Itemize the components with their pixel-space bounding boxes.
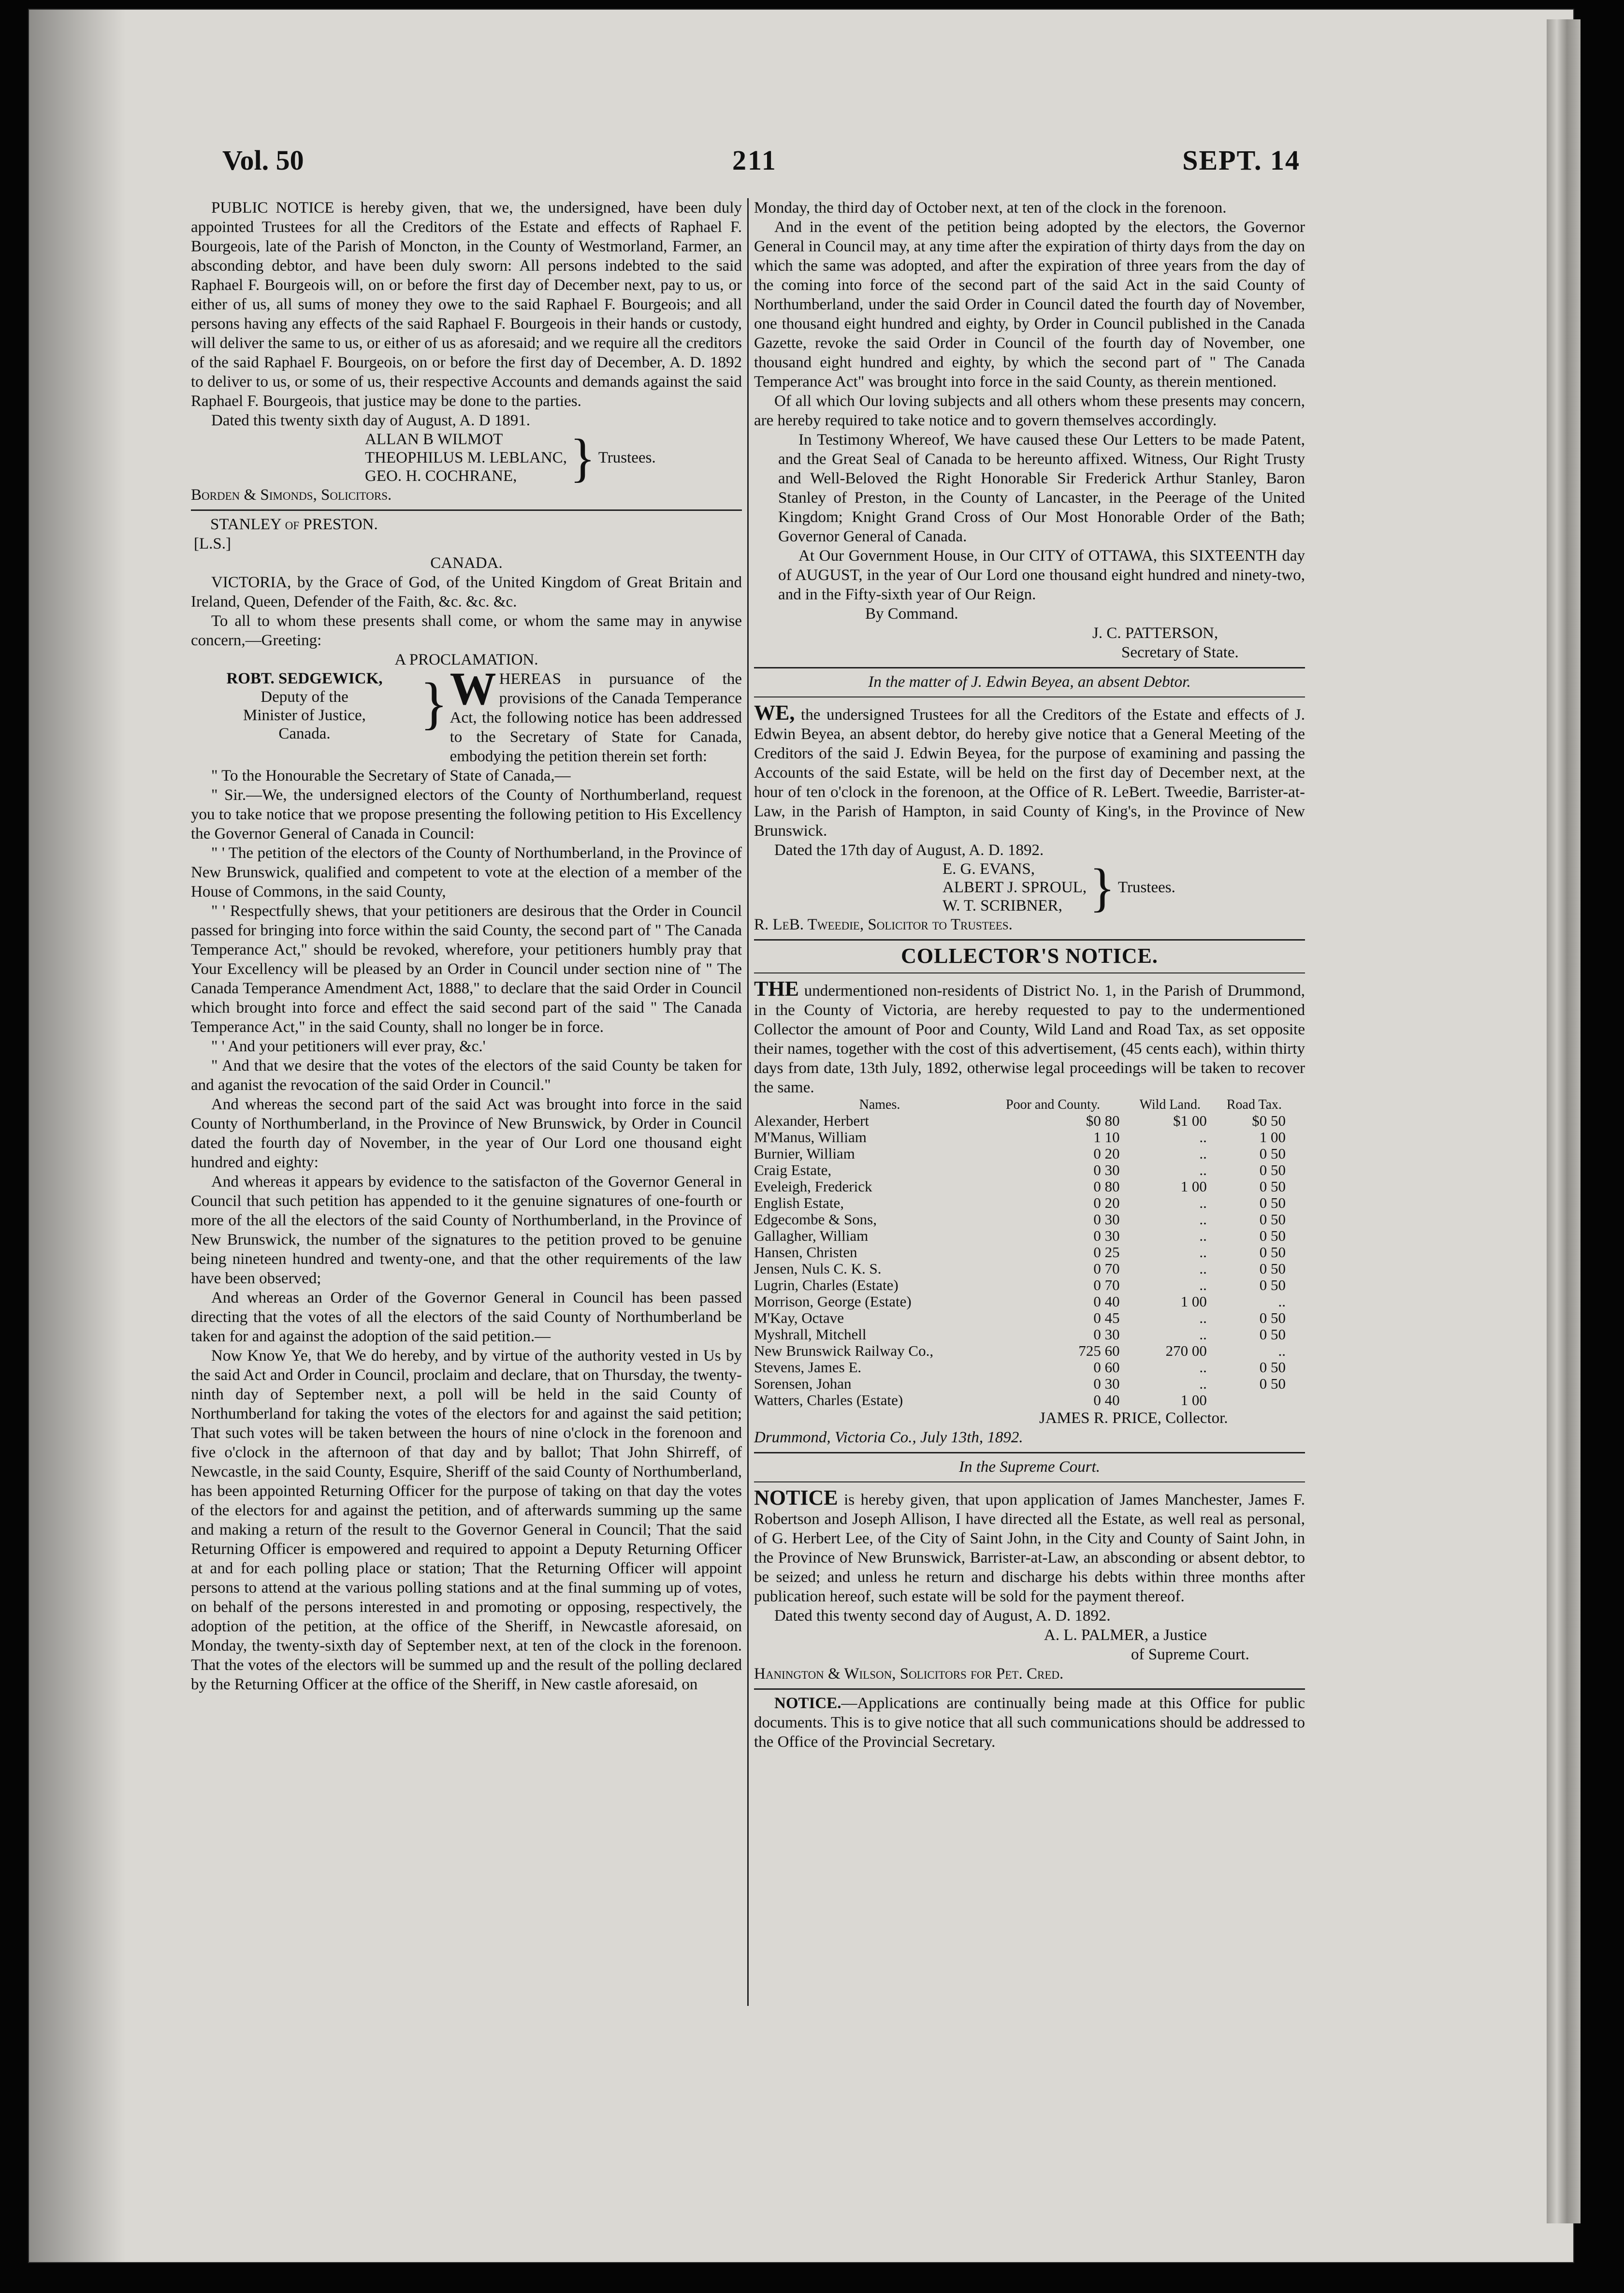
wild-land-cell: ..	[1199, 1145, 1207, 1162]
road-tax-cell: 0 50	[1259, 1375, 1286, 1392]
wild-land-cell: ..	[1199, 1277, 1207, 1293]
seal-mark: [L.S.]	[194, 535, 231, 552]
poor-county-cell: 0 70	[1093, 1260, 1120, 1277]
tax-table	[754, 1097, 1305, 1408]
brace-glyph: }	[420, 671, 448, 735]
poor-county-cell: 0 80	[1093, 1178, 1120, 1195]
beyea-lead: WE,	[754, 701, 795, 725]
now-know-ye: Now Know Ye, that We do hereby, and by virtue of the authority vested in Us by the said Act and Order in Council, proclaim and declare, that on Thursday, the twenty-ninth day of September next, a poll will be held in the said County of Northumberland for taking the votes of the electors for and against the said petition; That such votes will be taken between the hours of nine o'clock in the forenoon and five o'clock in the afternoon of that day and by ballot; That John Shirreff, of Newcastle, in the said County, Esquire, Sheriff of the said County of Northumberland, has been appointed Returning Officer for the purpose of taking on that day the votes of the electors for and against the petition, and of afterwards summing up the same and making a return of the result to the Governor General in Council; That the said Returning Officer is empowered and required to appoint a Deputy Returning Officer at and for each polling place or station; That the Returning Officer will appoint persons to attend at the various polling stations and at the final summing up of votes, on behalf of the persons interested in and promoting or opposing, respectively, the adoption of the petition, at the office of the Sheriff, in Newcastle aforesaid, on Monday, the twenty-sixth day of September next, at ten of the clock in the forenoon. That the votes of the electors will be summed up and the result of the polling declared by the Returning Officer at the office of the Sheriff, in New castle aforesaid, on	[191, 1347, 742, 1693]
petition-para-2: " ' Respectfully shews, that your petitioners are desirous that the Order in Council passed for bringing into force within the said County, the second part of " The Canada Temperance Act," should be revoked, wherefore, your petitioners humbly pray that Your Excellency will be pleased by an Order in Council under section nine of " The Canada Temperance Amendment Act, 1888," to declare that the said Order in Council which brought into force and effect the said second part of the said " The Canada Temperance Act," in the said County, shall no longer be in force.	[191, 902, 742, 1036]
poor-county-cell: 0 70	[1093, 1277, 1120, 1293]
trustees-label: Trustees.	[598, 449, 656, 466]
tax-row	[754, 1343, 1305, 1359]
testimony-paragraph: In Testimony Whereof, We have caused these Our Letters to be made Patent, and the Great Seal of Canada to be hereunto affixed. Witness, Our Right Trusty and Well-Beloved the Right Honorable Sir Frederick Arthur Stanley, Baron Stanley of Preston, in the County of Lancaster, in the Peerage of the United Kingdom; Knight Grand Cross of Our Most Honorable Order of the Bath; Governor General of Canada.	[778, 431, 1305, 545]
signer-2: THEOPHILUS M. LEBLANC,	[365, 449, 567, 466]
bourgeois-notice	[191, 198, 742, 505]
volume-label: Vol. 50	[222, 145, 304, 176]
final-notice-body: —Applications are continually being made at this Office for public documents. This is to give notice that all such communications should be addressed to the Office of the Provincial Secretary.	[754, 1695, 1305, 1751]
road-tax-cell: 0 50	[1259, 1178, 1286, 1195]
page-header	[193, 144, 1300, 197]
tax-name-cell: Jensen, Nuls C. K. S.	[754, 1260, 882, 1277]
collector-notice	[754, 944, 1305, 1447]
wild-land-cell: ..	[1199, 1326, 1207, 1343]
tax-name-cell: Watters, Charles (Estate)	[754, 1392, 903, 1408]
tax-name-cell: Morrison, George (Estate)	[754, 1293, 912, 1310]
road-tax-cell: 0 50	[1259, 1145, 1286, 1162]
supreme-solicitors: Hanington & Wilson, Solicitors for Pet. Cred.	[754, 1665, 1064, 1683]
tax-name-cell: Alexander, Herbert	[754, 1112, 870, 1129]
tax-row	[754, 1228, 1305, 1244]
section-rule	[754, 972, 1305, 973]
wild-land-cell: ..	[1199, 1129, 1207, 1146]
left-column	[191, 198, 742, 1694]
tax-table-header	[754, 1097, 1305, 1113]
whereas-body: HEREAS in pursuance of the provisions of the Canada Temperance Act, the following notice has been addressed to the Secretary of State for Canada, embodying the petition therein set forth:	[450, 670, 742, 765]
tax-name-cell: Eveleigh, Frederick	[754, 1178, 872, 1195]
collector-body: undermentioned non-residents of District No. 1, in the Parish of Drummond, in the County of Victoria, are hereby requested to pay to the undermentioned Collector the amount of Poor and County, Wild Land and Road Tax, as set opposite their names, together with the cost of this advertisement, (45 cents each), within thirty days from date, 13th July, 1892, otherwise legal proceedings will be taken to recover the same.	[754, 982, 1305, 1096]
tax-row	[754, 1277, 1305, 1293]
to-all-line: To all to whom these presents shall come, or whom the same may in anywise concern,—Greeting:	[191, 612, 742, 649]
section-rule	[754, 1452, 1305, 1453]
canada-heading: CANADA.	[430, 554, 503, 572]
poor-county-cell: 0 40	[1093, 1293, 1120, 1310]
poor-county-cell: $0 80	[1086, 1112, 1120, 1129]
section-rule	[754, 939, 1305, 941]
signer-1: ALLAN B WILMOT	[365, 431, 503, 448]
poor-county-cell: 0 20	[1093, 1145, 1120, 1162]
solicitors-line: Borden & Simonds, Solicitors.	[191, 486, 392, 504]
supreme-lead: NOTICE	[754, 1486, 838, 1509]
road-tax-cell: 0 50	[1259, 1277, 1286, 1293]
victoria-line: VICTORIA, by the Grace of God, of the United Kingdom of Great Britain and Ireland, Queen, Defender of the Faith, &c. &c. &c.	[191, 574, 742, 610]
poor-county-cell: 0 20	[1093, 1194, 1120, 1211]
deputy-role-2: Minister of Justice,	[243, 707, 366, 724]
spine-shadow	[29, 10, 126, 2262]
column-divider	[747, 198, 749, 2006]
tax-row	[754, 1113, 1305, 1129]
road-tax-cell: 0 50	[1259, 1194, 1286, 1211]
road-tax-cell: 0 50	[1259, 1227, 1286, 1244]
tax-row	[754, 1326, 1305, 1343]
wild-land-cell: 270 00	[1165, 1342, 1207, 1359]
signer-2: ALBERT J. SPROUL,	[942, 879, 1087, 896]
tax-name-cell: New Brunswick Railway Co.,	[754, 1342, 934, 1359]
tax-name-cell: Stevens, James E.	[754, 1359, 862, 1376]
patterson-name: J. C. PATTERSON,	[1092, 624, 1218, 642]
final-notice-lead: NOTICE.	[774, 1695, 841, 1712]
road-tax-cell	[1226, 1392, 1305, 1408]
road-tax-cell: ..	[1278, 1293, 1286, 1310]
tax-row	[754, 1195, 1305, 1211]
tax-row	[754, 1162, 1305, 1178]
tax-row	[754, 1178, 1305, 1195]
collector-title: COLLECTOR'S NOTICE.	[901, 944, 1158, 968]
right-column	[754, 198, 1305, 1752]
tax-row	[754, 1310, 1305, 1326]
tax-row	[754, 1146, 1305, 1162]
stanley-line: STANLEY of PRESTON.	[210, 516, 378, 533]
tax-row	[754, 1359, 1305, 1376]
page-number: 211	[732, 145, 777, 176]
poor-county-cell: 0 60	[1093, 1359, 1120, 1376]
wild-land-cell: ..	[1199, 1227, 1207, 1244]
brace-glyph: }	[570, 428, 595, 487]
road-tax-cell: 0 50	[1259, 1211, 1286, 1228]
wild-land-cell: 1 00	[1180, 1178, 1207, 1195]
beyea-title: In the matter of J. Edwin Beyea, an absent Debtor.	[868, 673, 1191, 691]
collector-place: Drummond, Victoria Co., July 13th, 1892.	[754, 1429, 1023, 1446]
to-secretary: " To the Honourable the Secretary of State of Canada,—	[211, 767, 571, 784]
road-tax-cell: $0 50	[1252, 1112, 1286, 1129]
trustee-signers	[365, 430, 742, 485]
supreme-dated: Dated this twenty second day of August, A. D. 1892.	[774, 1607, 1111, 1625]
deputy-role-1: Deputy of the	[261, 688, 348, 706]
brace-glyph: }	[1089, 858, 1115, 917]
final-notice	[754, 1694, 1305, 1752]
tax-row	[754, 1211, 1305, 1228]
tax-row	[754, 1376, 1305, 1392]
section-rule	[754, 1688, 1305, 1690]
collector-lead: THE	[754, 977, 799, 1001]
of-all-paragraph: Of all which Our loving subjects and all others whom these presents may concern, are hereby required to take notice and to govern themselves accordingly.	[754, 392, 1305, 429]
col-header-road: Road Tax.	[1226, 1097, 1282, 1112]
tax-row	[754, 1261, 1305, 1277]
tax-row	[754, 1293, 1305, 1310]
poor-county-cell: 1 10	[1093, 1129, 1120, 1146]
road-tax-cell: 0 50	[1259, 1359, 1286, 1376]
petition-para-4: " And that we desire that the votes of the electors of the said County be taken for and aganist the revocation of the said Order in Council."	[191, 1057, 742, 1094]
section-rule	[754, 1481, 1305, 1482]
tax-row	[754, 1244, 1305, 1261]
issue-date: SEPT. 14	[1182, 145, 1300, 176]
deputy-name: ROBT. SEDGEWICK,	[226, 670, 383, 687]
secretary-of-state: Secretary of State.	[1121, 644, 1239, 661]
wild-land-cell: $1 00	[1173, 1112, 1207, 1129]
signer-1: E. G. EVANS,	[942, 860, 1035, 878]
road-tax-cell: 0 50	[1259, 1260, 1286, 1277]
whereas-dropcap: W	[450, 663, 496, 714]
section-rule	[754, 667, 1305, 668]
signer-3: GEO. H. COCHRANE,	[365, 467, 517, 485]
proclamation	[191, 515, 742, 1694]
beyea-dated: Dated the 17th day of August, A. D. 1892.	[774, 842, 1044, 859]
tax-name-cell: M'Kay, Octave	[754, 1309, 844, 1326]
deputy-block	[191, 663, 742, 766]
notice-body: is hereby given, that we, the undersigned, have been duly appointed Trustees for all the Creditors of the Estate and effects of Raphael F. Bourgeois, late of the Parish of Moncton, in the County of Westmorland, Farmer, an absconding debtor, and have been duly sworn: All persons indebted to the said Raphael F. Bourgeois will, on or before the first day of December next, pay to us, or either of us, all sums of money they owe to the said Raphael F. Bourgeois; and all persons having any effects of the said Raphael F. Bourgeois in their hands or custody, will deliver the same to us, or either of us as aforesaid; and we require all the creditors of the said Raphael F. Bourgeois, on or before the first day of December, A. D. 1892 to deliver to us, or some of us, their respective Accounts and demands against the said Raphael F. Bourgeois, that justice may be done to the parties.	[191, 199, 742, 410]
wild-land-cell: ..	[1199, 1260, 1207, 1277]
notice-dated: Dated this twenty sixth day of August, A. D 1891.	[211, 412, 530, 429]
deputy-role-3: Canada.	[278, 725, 331, 742]
beyea-signers	[942, 860, 1305, 915]
tax-name-cell: English Estate,	[754, 1194, 844, 1211]
poor-county-cell: 725 60	[1078, 1342, 1120, 1359]
tax-table-body	[754, 1113, 1305, 1408]
and-whereas-3: And whereas an Order of the Governor General in Council has been passed directing that the votes of all the electors of the said County of Northumberland be taken for and against the adoption of the said petition.—	[191, 1289, 742, 1345]
col-header-poor: Poor and County.	[1006, 1097, 1100, 1112]
tax-name-cell: M'Manus, William	[754, 1129, 867, 1146]
trustees-label: Trustees.	[1117, 879, 1175, 896]
wild-land-cell: 1 00	[1180, 1293, 1207, 1310]
event-paragraph: And in the event of the petition being adopted by the electors, the Governor General in Council may, at any time after the expiration of thirty days from the day on which the same was adopted, and after the expiration of three years from the day of the coming into force of the second part of the said Act in the said County of Northumberland, under the said Order in Council dated the fourth day of November, one thousand eight hundred and eighty, by Order in Council published in the Canada Gazette, revoke the said Order in Council of the fourth day of November, one thousand eight hundred and eighty, by which the second part of " The Canada Temperance Act" was brought into force in the said County, as therein mentioned.	[754, 218, 1305, 391]
col-header-names: Names.	[859, 1097, 900, 1112]
wild-land-cell: ..	[1199, 1359, 1207, 1376]
tax-name-cell: Craig Estate,	[754, 1161, 832, 1178]
tax-row	[754, 1392, 1305, 1408]
road-tax-cell: 0 50	[1259, 1161, 1286, 1178]
petition-para-1: " ' The petition of the electors of the County of Northumberland, in the Province of New Brunswick, qualified and competent to vote at the election of a member of the House of Commons, in the said County,	[191, 844, 742, 900]
tax-name-cell: Hansen, Christen	[754, 1244, 857, 1261]
palmer-line: A. L. PALMER, a Justice	[1044, 1626, 1207, 1644]
tax-name-cell: Myshrall, Mitchell	[754, 1326, 867, 1343]
poor-county-cell: 0 30	[1093, 1161, 1120, 1178]
wild-land-cell: ..	[1199, 1309, 1207, 1326]
tax-row	[754, 1129, 1305, 1146]
tax-name-cell: Lugrin, Charles (Estate)	[754, 1277, 899, 1293]
beyea-notice	[754, 672, 1305, 934]
continued-text: Monday, the third day of October next, at ten of the clock in the forenoon.	[754, 199, 1227, 217]
notice-lead: PUBLIC NOTICE	[211, 199, 334, 217]
and-whereas-1: And whereas the second part of the said Act was brought into force in the said County of Northumberland, in the Province of New Brunswick, by Order in Council dated the fourth day of November, in the year of Our Lord one thousand eight hundred and eighty:	[191, 1096, 742, 1171]
tax-name-cell: Edgecombe & Sons,	[754, 1211, 877, 1228]
poor-county-cell: 0 30	[1093, 1211, 1120, 1228]
beyea-body: the undersigned Trustees for all the Creditors of the Estate and effects of J. Edwin Beyea, an absent debtor, do hereby give notice that a General Meeting of the Creditors of the said J. Edwin Beyea, for the purpose of examining and passing the Accounts of the said Estate, will be held on the first day of December next, at the hour of ten o'clock in the forenoon, at the Office of R. LeBert. Tweedie, Barrister-at-Law, in the Parish of Hampton, in said County of King's, in the Province of New Brunswick.	[754, 706, 1305, 840]
poor-county-cell: 0 30	[1093, 1375, 1120, 1392]
tax-name-cell: Gallagher, William	[754, 1227, 869, 1244]
tax-name-cell: Sorensen, Johan	[754, 1375, 852, 1392]
road-tax-cell: 1 00	[1259, 1129, 1286, 1146]
poor-county-cell: 0 25	[1093, 1244, 1120, 1261]
wild-land-cell: ..	[1199, 1211, 1207, 1228]
supreme-court-notice	[754, 1457, 1305, 1683]
petition-para-3: " ' And your petitioners will ever pray, &c.'	[211, 1038, 486, 1055]
col-header-wild: Wild Land.	[1139, 1097, 1201, 1112]
wild-land-cell: ..	[1199, 1161, 1207, 1178]
road-tax-cell: 0 50	[1259, 1326, 1286, 1343]
palmer-role: of Supreme Court.	[1131, 1646, 1249, 1663]
government-house: At Our Government House, in Our CITY of OTTAWA, this SIXTEENTH day of AUGUST, in the year of Our Lord one thousand eight hundred and ninety-two, and in the Fifty-sixth year of Our Reign.	[778, 547, 1305, 603]
wild-land-cell: ..	[1199, 1375, 1207, 1392]
wild-land-cell: ..	[1199, 1194, 1207, 1211]
poor-county-cell: 0 40	[1093, 1392, 1120, 1408]
tax-name-cell: Burnier, William	[754, 1145, 855, 1162]
sir-paragraph: " Sir.—We, the undersigned electors of the County of Northumberland, request you to take notice that we propose presenting the following petition to His Excellency the Governor General of Canada in Council:	[191, 786, 742, 842]
by-command: By Command.	[865, 605, 958, 623]
and-whereas-2: And whereas it appears by evidence to the satisfacton of the Governor General in Council that such petition has appended to it the genuine signatures of one-fourth or more of the all the electors of the said County of Northumberland, in the Province of New Brunswick, the number of the signatures to the petition proved to be genuine being nineteen hundred and twenty-one, and that the other requirements of the law have been observed;	[191, 1173, 742, 1287]
page-edge	[1547, 19, 1580, 2223]
wild-land-cell: ..	[1199, 1244, 1207, 1261]
beyea-solicitor: R. LeB. Tweedie, Solicitor to Trustees.	[754, 916, 1013, 933]
signer-3: W. T. SCRIBNER,	[942, 897, 1062, 914]
collector-signer: JAMES R. PRICE, Collector.	[1039, 1409, 1228, 1427]
proclamation-title: A PROCLAMATION.	[394, 651, 538, 668]
road-tax-cell: 0 50	[1259, 1309, 1286, 1326]
poor-county-cell: 0 30	[1093, 1227, 1120, 1244]
road-tax-cell: 0 50	[1259, 1244, 1286, 1261]
supreme-body: is hereby given, that upon application of James Manchester, James F. Robertson and Joseph Allison, I have directed all the Estate, as well real as personal, of G. Herbert Lee, of the City of Saint John, in the City and County of Saint John, in the Province of New Brunswick, Barrister-at-Law, an absconding or absent debtor, to be seized; and unless he return and discharge his debts within three months after publication hereof, such estate will be sold for the payment thereof.	[754, 1491, 1305, 1605]
poor-county-cell: 0 45	[1093, 1309, 1120, 1326]
section-rule	[191, 509, 742, 511]
poor-county-cell: 0 30	[1093, 1326, 1120, 1343]
wild-land-cell: 1 00	[1180, 1392, 1207, 1408]
road-tax-cell: ..	[1278, 1342, 1286, 1359]
supreme-title: In the Supreme Court.	[958, 1458, 1101, 1476]
